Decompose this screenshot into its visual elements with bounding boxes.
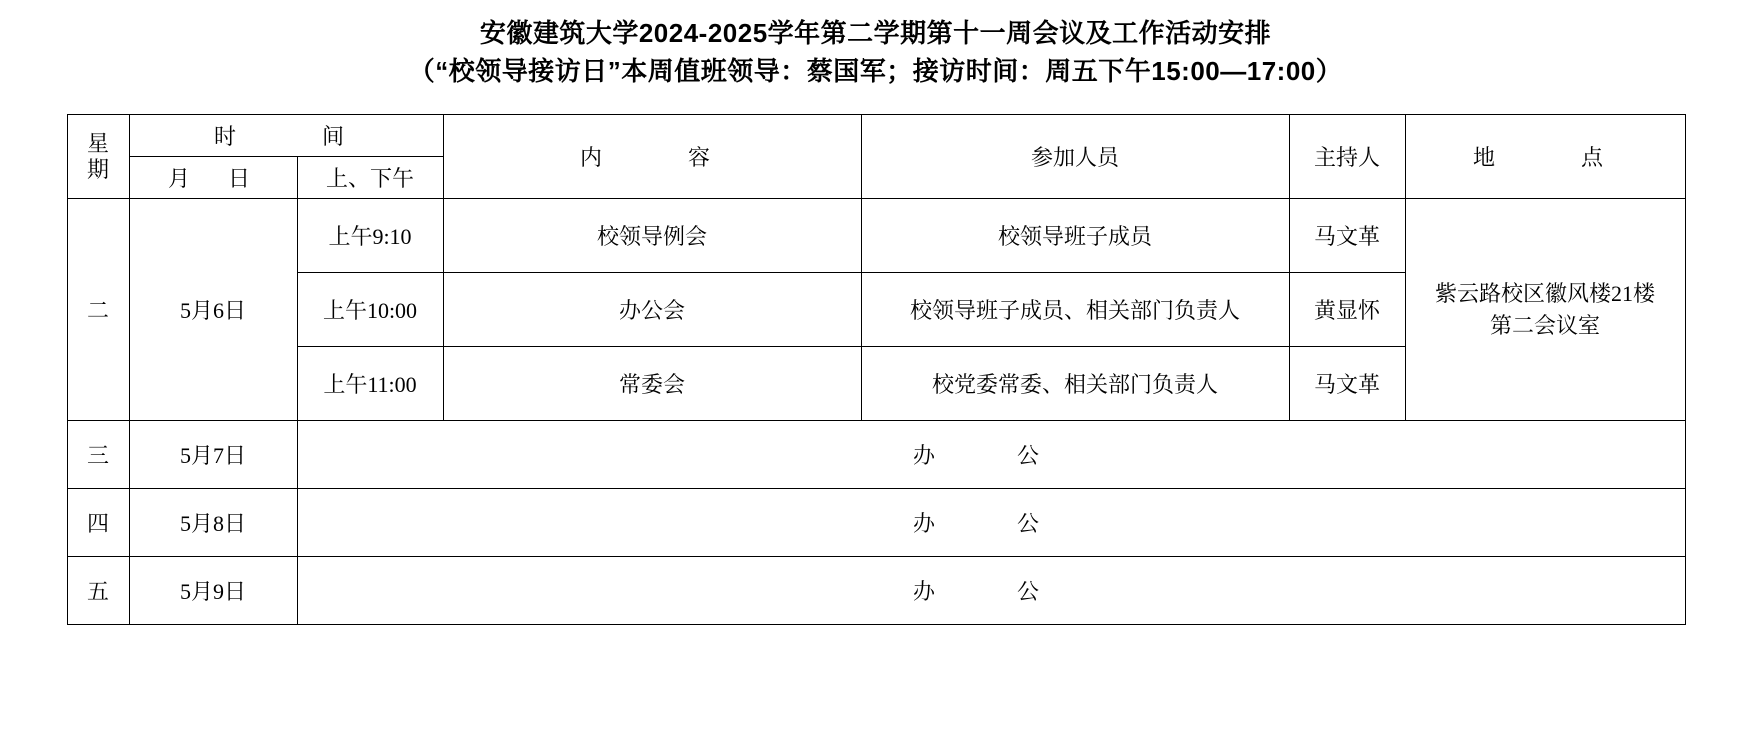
document-title (0, 0, 1751, 90)
cell-office: 办 公 (297, 489, 1685, 557)
cell-host: 马文革 (1289, 347, 1405, 421)
cell-content: 校领导例会 (443, 199, 861, 273)
table-row (67, 489, 1685, 557)
cell-ampm: 上午10:00 (297, 273, 443, 347)
table-row (67, 421, 1685, 489)
cell-host: 马文革 (1289, 199, 1405, 273)
header-week-line1: 星 (86, 130, 109, 156)
schedule-table (67, 114, 1686, 625)
cell-content: 办公会 (443, 273, 861, 347)
header-time-group: 时 间 (129, 115, 443, 157)
cell-host: 黄显怀 (1289, 273, 1405, 347)
cell-week: 三 (67, 421, 129, 489)
header-week-line2: 期 (86, 156, 109, 182)
cell-people: 校领导班子成员 (861, 199, 1289, 273)
cell-week: 五 (67, 557, 129, 625)
schedule-table-wrap (67, 114, 1685, 625)
header-ampm: 上、下午 (297, 157, 443, 199)
cell-week: 四 (67, 489, 129, 557)
cell-content: 常委会 (443, 347, 861, 421)
title-line-2: （“校领导接访日”本周值班领导：蔡国军；接访时间：周五下午15:00—17:00） (408, 56, 1343, 86)
table-row (67, 557, 1685, 625)
header-people: 参加人员 (861, 115, 1289, 199)
header-week (67, 115, 129, 199)
cell-date: 5月7日 (129, 421, 297, 489)
cell-people: 校领导班子成员、相关部门负责人 (861, 273, 1289, 347)
header-host: 主持人 (1289, 115, 1405, 199)
cell-week: 二 (67, 199, 129, 421)
table-header-row-1 (67, 115, 1685, 157)
cell-office: 办 公 (297, 557, 1685, 625)
cell-office: 办 公 (297, 421, 1685, 489)
cell-date: 5月9日 (129, 557, 297, 625)
cell-date: 5月8日 (129, 489, 297, 557)
cell-place (1405, 199, 1685, 421)
cell-place-line1: 紫云路校区徽风楼21楼 (1435, 280, 1656, 306)
header-content: 内 容 (443, 115, 861, 199)
cell-date: 5月6日 (129, 199, 297, 421)
title-line-1: 安徽建筑大学2024-2025学年第二学期第十一周会议及工作活动安排 (479, 18, 1272, 48)
cell-place-line2: 第二会议室 (1490, 312, 1601, 338)
cell-ampm: 上午9:10 (297, 199, 443, 273)
cell-ampm: 上午11:00 (297, 347, 443, 421)
cell-people: 校党委常委、相关部门负责人 (861, 347, 1289, 421)
header-date: 月 日 (129, 157, 297, 199)
table-row (67, 199, 1685, 273)
header-place: 地 点 (1405, 115, 1685, 199)
